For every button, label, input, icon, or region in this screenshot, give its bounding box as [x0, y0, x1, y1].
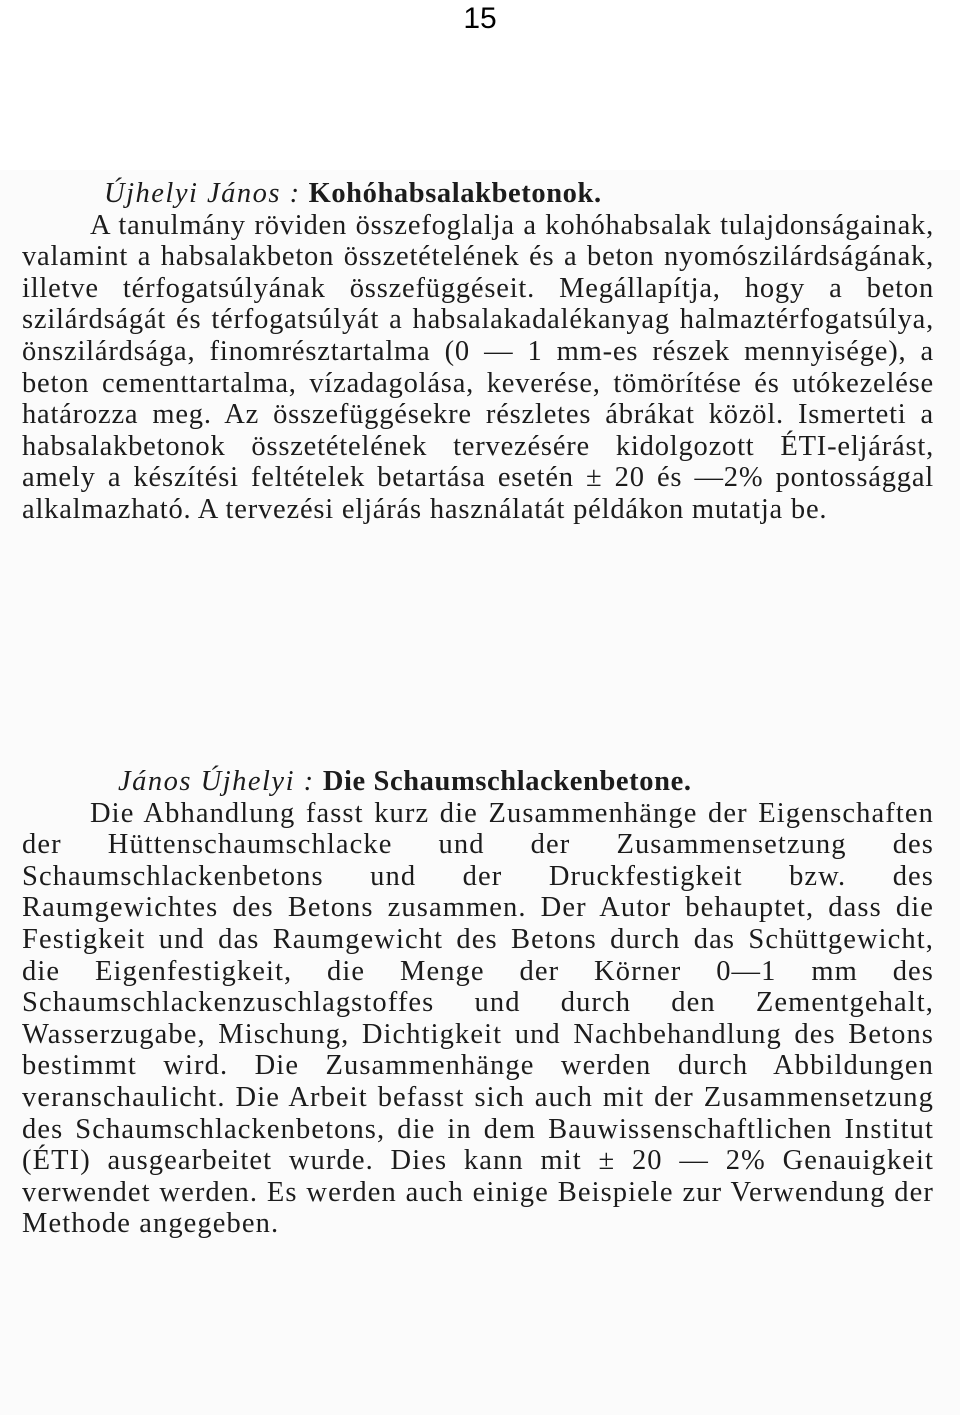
hungarian-title: Kohóhabsalakbetonok.: [308, 178, 602, 209]
german-title: Die Schaumschlackenbetone.: [322, 766, 692, 797]
hungarian-abstract: [22, 178, 934, 526]
hungarian-abstract-body: A tanulmány röviden összefoglalja a kohóhabsalak tulajdonságainak, valamint a habsalakbeton összetételének és a beton nyomószilárdságának, illetve térfogatsúlyának összefüggéseit. Megállapítja, hogy a beton szilárdságát és térfogatsúlyát a habsalakadalékanyag halmaztérfogatsúlya, önszilárdsága, finomrésztartalma (0 — 1 mm-es részek mennyisége), a beton cementtartalma, vízadagolása, keverése, tömörítése és utókezelése határozza meg. Az összefüggésekre részletes ábrákat közöl. Ismerteti a habsalakbetonok összetételének tervezésére kidolgozott ÉTI-eljárást, amely a készítési feltételek betartása esetén ± 20 és —2% pontossággal alkalmazható. A tervezési eljárás használatát példákon mutatja be.: [22, 209, 934, 525]
hungarian-abstract-heading: [104, 178, 934, 210]
german-abstract-body: Die Abhandlung fasst kurz die Zusammenhänge der Eigenschaften der Hüttenschaumschlacke und der Zusammensetzung des Schaumschlackenbetons und der Druckfestigkeit bzw. des Raumgewichtes des Betons zusammen. Der Autor behauptet, dass die Festigkeit und das Raumgewicht des Betons durch das Schüttgewicht, die Eigenfestigkeit, die Menge der Körner 0—1 mm des Schaumschlackenzuschlagstoffes und durch den Zementgehalt, Wasserzugabe, Mischung, Dichtigkeit und Nachbehandlung des Betons bestimmt wird. Die Zusammenhänge werden durch Abbildungen veranschaulicht. Die Arbeit befasst sich auch mit der Zusammensetzung des Schaumschlackenbetons, die in dem Bauwissenschaftlichen Institut (ÉTI) ausgearbeitet wurde. Dies kann mit ± 20 — 2% Genauigkeit verwendet werden. Es werden auch einige Beispiele zur Verwendung der Methode angegeben.: [22, 797, 934, 1240]
german-author: János Újhelyi :: [118, 766, 315, 797]
page-number: 15: [463, 2, 497, 35]
german-abstract: [22, 766, 934, 1240]
german-abstract-heading: [118, 766, 934, 798]
hungarian-author: Újhelyi János :: [104, 178, 301, 209]
